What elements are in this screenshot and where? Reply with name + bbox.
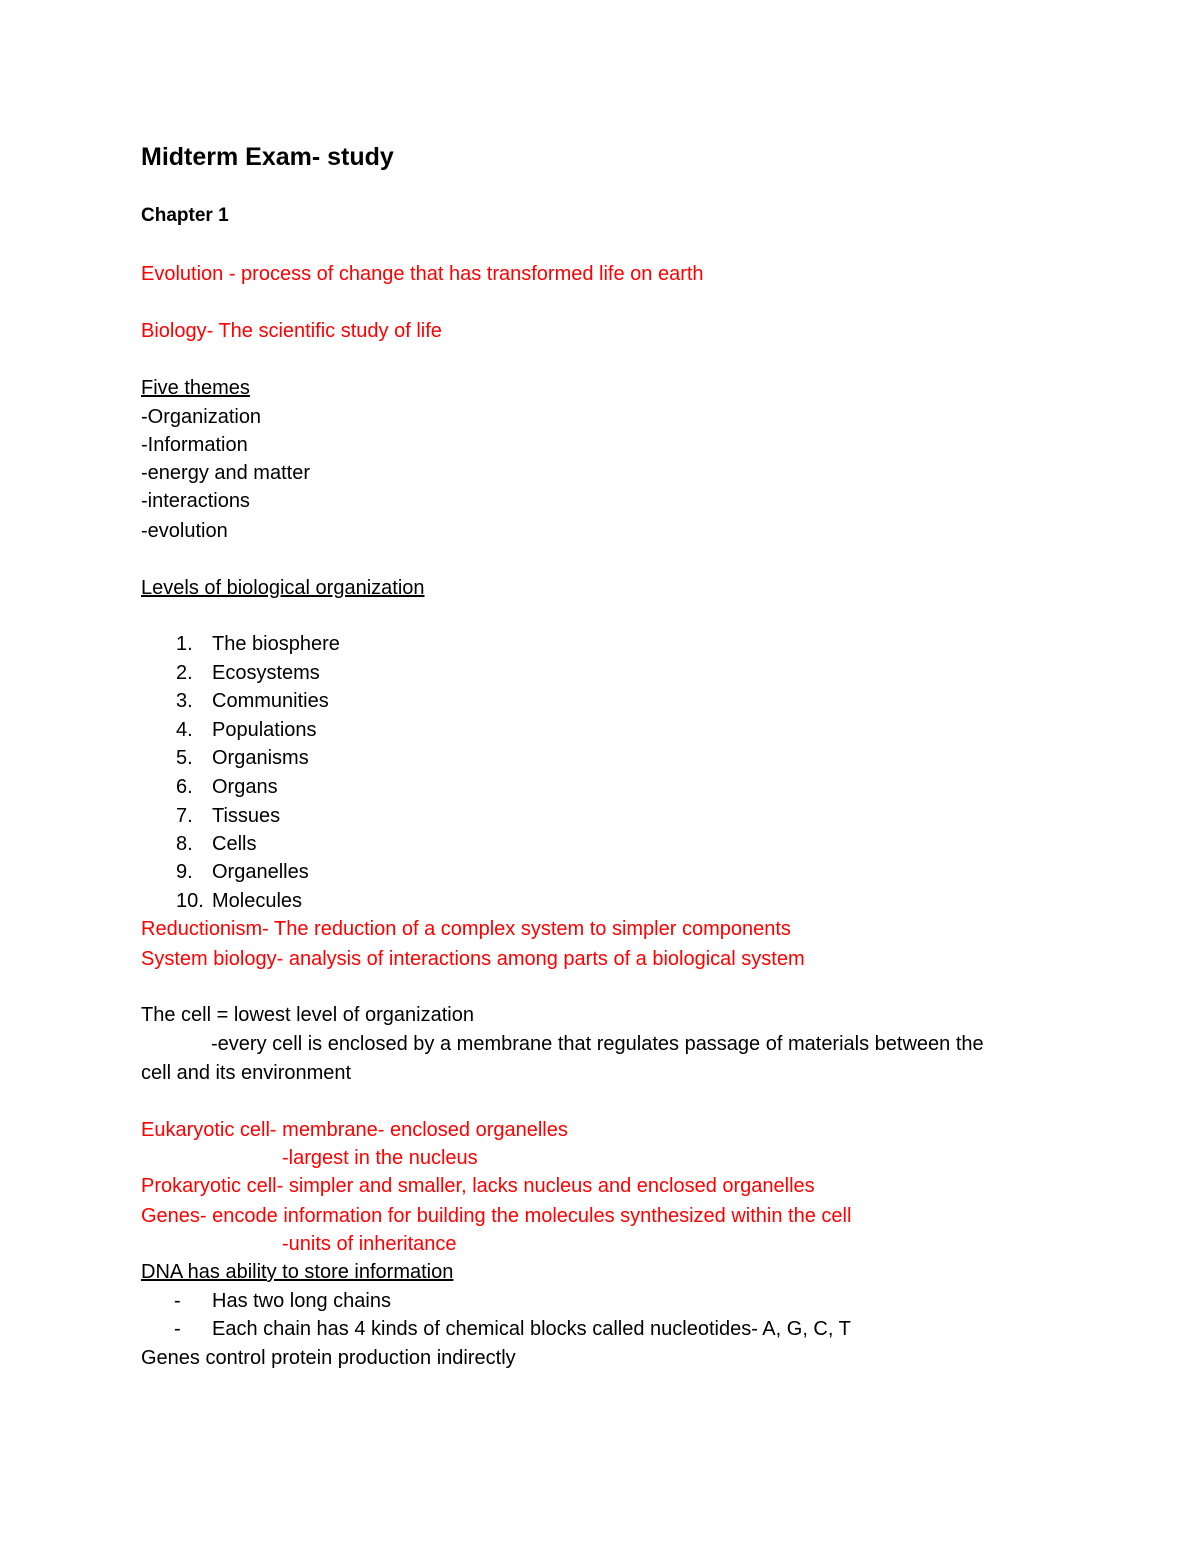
genes-control-line: Genes control protein production indirectly	[141, 1347, 516, 1369]
list-number: 4.	[176, 719, 193, 741]
prokaryotic-definition: Prokaryotic cell- simpler and smaller, lacks nucleus and enclosed organelles	[141, 1175, 815, 1197]
themes-heading: Five themes	[141, 377, 250, 399]
dash-bullet: -	[174, 1318, 181, 1340]
list-number: 3.	[176, 690, 193, 712]
levels-heading: Levels of biological organization	[141, 577, 425, 599]
list-text: Cells	[212, 833, 257, 855]
system-biology-definition: System biology- analysis of interactions among parts of a biological system	[141, 948, 805, 970]
reductionism-definition: Reductionism- The reduction of a complex system to simpler components	[141, 918, 791, 940]
theme-item: -energy and matter	[141, 462, 310, 484]
biology-definition: Biology- The scientific study of life	[141, 320, 442, 342]
list-number: 7.	[176, 805, 193, 827]
list-number: 5.	[176, 747, 193, 769]
list-text: Organelles	[212, 861, 309, 883]
list-text: The biosphere	[212, 633, 340, 655]
chapter-heading: Chapter 1	[141, 205, 229, 226]
list-number: 2.	[176, 662, 193, 684]
cell-lowest-level: The cell = lowest level of organization	[141, 1004, 474, 1026]
cell-membrane-line1: -every cell is enclosed by a membrane that regulates passage of materials between the	[211, 1033, 984, 1055]
genes-definition: Genes- encode information for building the molecules synthesized within the cell	[141, 1205, 852, 1227]
eukaryotic-sub: -largest in the nucleus	[282, 1147, 478, 1169]
list-text: Each chain has 4 kinds of chemical blocks called nucleotides- A, G, C, T	[212, 1318, 851, 1340]
theme-item: -interactions	[141, 490, 250, 512]
dash-bullet: -	[174, 1290, 181, 1312]
eukaryotic-definition: Eukaryotic cell- membrane- enclosed organelles	[141, 1119, 568, 1141]
list-text: Populations	[212, 719, 317, 741]
genes-sub: -units of inheritance	[282, 1233, 457, 1255]
doc-title: Midterm Exam- study	[141, 143, 394, 171]
list-number: 8.	[176, 833, 193, 855]
list-number: 9.	[176, 861, 193, 883]
theme-item: -Information	[141, 434, 248, 456]
cell-membrane-line2: cell and its environment	[141, 1062, 352, 1084]
list-text: Ecosystems	[212, 662, 320, 684]
evolution-definition: Evolution - process of change that has transformed life on earth	[141, 263, 704, 285]
list-text: Communities	[212, 690, 329, 712]
list-number: 1.	[176, 633, 193, 655]
dna-heading: DNA has ability to store information	[141, 1261, 454, 1283]
list-text: Molecules	[212, 890, 303, 912]
theme-item: -evolution	[141, 520, 228, 542]
list-text: Organisms	[212, 747, 309, 769]
list-number: 10.	[176, 890, 204, 912]
theme-item: -Organization	[141, 406, 262, 428]
list-text: Has two long chains	[212, 1290, 391, 1312]
list-text: Tissues	[212, 805, 281, 827]
list-number: 6.	[176, 776, 193, 798]
list-text: Organs	[212, 776, 278, 798]
